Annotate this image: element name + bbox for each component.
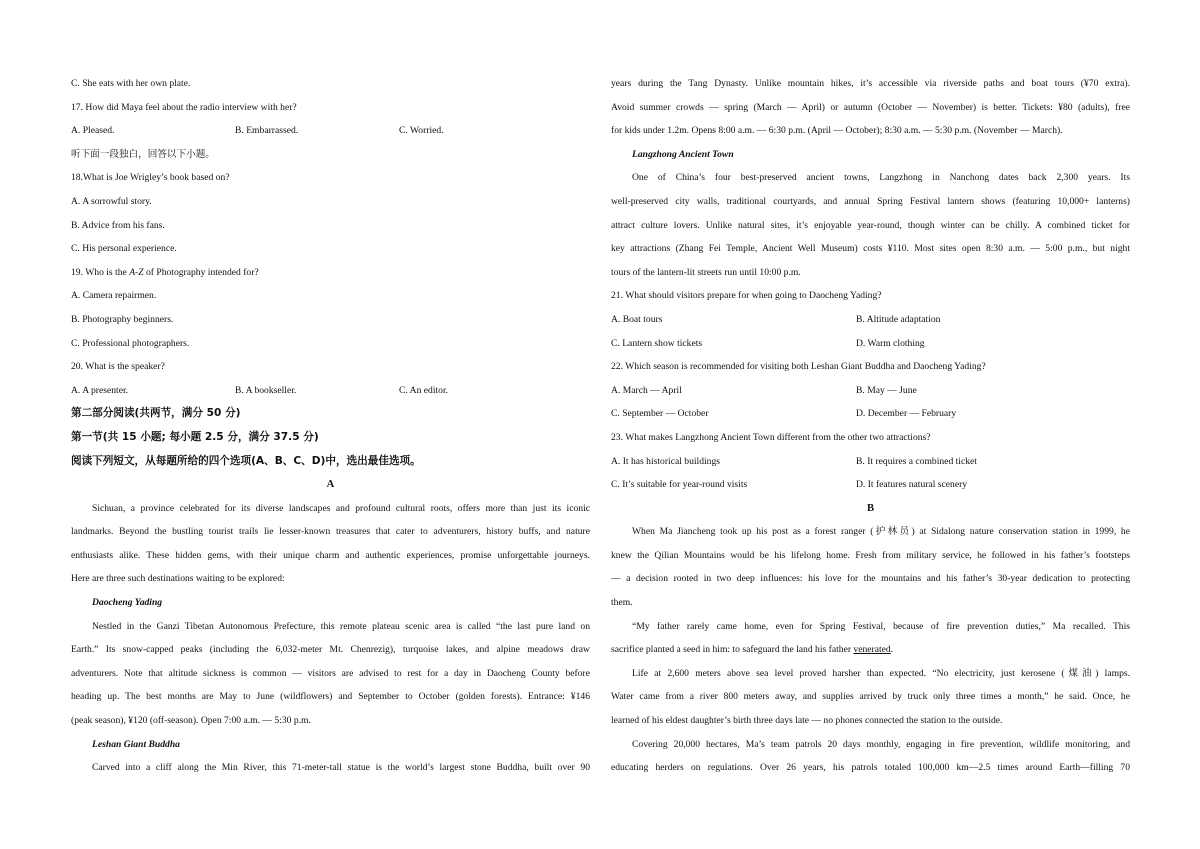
q23-option-d: D. It features natural scenery <box>856 479 968 491</box>
leshan-line: for kids under 1.2m. Opens 8:00 a.m. — 6:30 p.m. (April — October); 8:30 a.m. — 5:30 p.m. (November — March). <box>611 125 1063 137</box>
question-23: 23. What makes Langzhong Ancient Town different from the other two attractions? <box>611 431 931 443</box>
daocheng-line: Earth.” Its snow-capped peaks (including the 6,032-meter Mt. Chenrezig), turquoise lakes, and alpine meadows draw <box>71 644 590 656</box>
intro-line: landmarks. Beyond the bustling tourist trails lie lesser-known treasures that cater to adventurers, history buffs, and nature <box>71 526 590 538</box>
passage-b-line: them. <box>611 597 633 609</box>
question-17: 17. How did Maya feel about the radio interview with her? <box>71 101 297 113</box>
q18-option-c: C. His personal experience. <box>71 243 177 255</box>
q20-option-b: B. A bookseller. <box>235 384 297 396</box>
question-20: 20. What is the speaker? <box>71 361 165 373</box>
q22-option-a: A. March — April <box>611 384 682 396</box>
question-21: 21. What should visitors prepare for when going to Daocheng Yading? <box>611 290 882 302</box>
langzhong-line: key attractions (Zhang Fei Temple, Ancient Well Museum) costs ¥110. Most sites open 8:30 a.m. — 5:00 p.m., but night <box>611 243 1130 255</box>
q23-option-a: A. It has historical buildings <box>611 455 720 467</box>
q22-options-row <box>611 402 1130 426</box>
q22-option-c: C. September — October <box>611 408 709 420</box>
q21-options-row <box>611 332 1130 356</box>
q23-options-row <box>611 473 1130 497</box>
daocheng-line: Nestled in the Ganzi Tibetan Autonomous Prefecture, this remote plateau scenic area is called “the last pure land on <box>92 620 590 632</box>
passage-b-line: knew the Qilian Mountains would be his lifelong home. Fresh from military service, he followed in his father’s footsteps <box>611 549 1130 561</box>
langzhong-line: well-preserved city walls, traditional courtyards, and annual Spring Festival lantern shows (featuring 10,000+ lanterns) <box>611 195 1130 207</box>
q19-option-a: A. Camera repairmen. <box>71 290 157 302</box>
langzhong-line: tours of the lantern-lit streets run until 10:00 p.m. <box>611 266 801 278</box>
question-19: 19. Who is the A-Z of Photography intended for? <box>71 266 259 278</box>
leshan-title: Leshan Giant Buddha <box>92 738 180 750</box>
q20-option-a: A. A presenter. <box>71 384 129 396</box>
passage-b-label: B <box>866 502 875 514</box>
q18-option-a: A. A sorrowful story. <box>71 195 152 207</box>
passage-a-label: A <box>326 479 335 491</box>
listening-instruction: 听下面一段独白，回答以下小题。 <box>71 148 215 160</box>
passage-b-line: educating herders on regulations. Over 26 years, his patrols totaled 100,000 km—2.5 times around Earth—filling 70 <box>611 762 1130 774</box>
q23-option-b: B. It requires a combined ticket <box>856 455 977 467</box>
q22-options-row <box>611 379 1130 403</box>
q23-options-row <box>611 450 1130 474</box>
q22-option-b: B. May — June <box>856 384 917 396</box>
daocheng-line: heading up. The best months are May to June (wildflowers) and September to October (golden forests). Entrance: ¥146 <box>71 691 590 703</box>
leshan-line: Carved into a cliff along the Min River, this 71-meter-tall statue is the world’s largest stone Buddha, built over 90 <box>92 762 590 774</box>
q20-options <box>71 379 590 403</box>
langzhong-title: Langzhong Ancient Town <box>632 148 734 160</box>
q21-option-c: C. Lantern show tickets <box>611 337 703 349</box>
passage-b-line: learned of his eldest daughter’s birth three days late — no phones connected the station to the outside. <box>611 715 1003 727</box>
question-22: 22. Which season is recommended for visiting both Leshan Giant Buddha and Daocheng Yading? <box>611 361 986 373</box>
q16-option-c: C. She eats with her own plate. <box>71 78 191 89</box>
passage-b-line: sacrifice planted a seed in him: to safeguard the land his father venerated. <box>611 644 894 656</box>
intro-line: Here are three such destinations waiting to be explored: <box>71 573 285 585</box>
leshan-line: Avoid summer crowds — spring (March — April) or autumn (October — November) is better. Tickets: ¥80 (adults), free <box>611 101 1130 113</box>
q17-option-b: B. Embarrassed. <box>235 125 299 137</box>
q21-option-a: A. Boat tours <box>611 313 663 325</box>
q17-option-a: A. Pleased. <box>71 125 115 137</box>
q19-option-c: C. Professional photographers. <box>71 337 190 349</box>
passage-b-line: Life at 2,600 meters above sea level proved harsher than expected. “No electricity, just kerosene (煤油) lamps. <box>632 667 1130 679</box>
langzhong-line: attract culture lovers. Unlike natural sites, it’s enjoyable year-round, though winter can be chilly. A combined ticket for <box>611 219 1130 231</box>
daocheng-title: Daocheng Yading <box>92 597 163 609</box>
q17-option-c: C. Worried. <box>399 125 444 137</box>
q21-option-d: D. Warm clothing <box>856 337 925 349</box>
q20-option-c: C. An editor. <box>399 384 449 396</box>
left-column <box>71 72 590 780</box>
q18-option-b: B. Advice from his fans. <box>71 219 165 231</box>
q22-option-d: D. December — February <box>856 408 957 420</box>
passage-b-line: When Ma Jiancheng took up his post as a forest ranger (护林员) at Sidalong nature conservation station in 1999, he <box>632 526 1130 538</box>
underlined-word: venerated <box>853 644 891 656</box>
question-18: 18.What is Joe Wrigley’s book based on? <box>71 172 230 184</box>
passage-b-line: Covering 20,000 hectares, Ma’s team patrols 20 days monthly, engaging in fire prevention, wildlife monitoring, and <box>632 738 1130 750</box>
leshan-line: years during the Tang Dynasty. Unlike mountain hikes, it’s accessible via riverside paths and boat tours (¥70 extra). <box>611 78 1130 89</box>
passage-b-line: — a decision rooted in two deep influences: his love for the mountains and his father’s 30-year dedication to protecting <box>611 573 1130 585</box>
q17-options <box>71 119 590 143</box>
daocheng-line: adventurers. Note that altitude sickness is common — visitors are advised to rest for a day in Daocheng County before <box>71 667 590 679</box>
reading-instruction: 阅读下列短文，从每题所给的四个选项(A、B、C、D)中，选出最佳选项。 <box>71 454 421 467</box>
passage-b-line: “My father rarely came home, even for Spring Festival, because of fire prevention duties,” Ma recalled. This <box>632 620 1130 632</box>
daocheng-line: (peak season), ¥120 (off-season). Open 7:00 a.m. — 5:30 p.m. <box>71 715 311 727</box>
q23-option-c: C. It’s suitable for year-round visits <box>611 479 748 491</box>
intro-line: enthusiasts alike. These hidden gems, with their unique charm and authentic experiences, promise unforgettable journeys. <box>71 549 590 561</box>
right-column <box>611 72 1130 780</box>
langzhong-line: One of China’s four best-preserved ancient towns, Langzhong in Nanchong dates back 2,300 years. Its <box>632 172 1130 184</box>
q19-option-b: B. Photography beginners. <box>71 313 174 325</box>
q21-option-b: B. Altitude adaptation <box>856 313 941 325</box>
passage-b-line: Water came from a river 800 meters away, and supplies arrived by truck only three times a month,” he said. Once, he <box>611 691 1130 703</box>
part-two-heading: 第二部分阅读(共两节，满分 50 分) <box>71 407 241 420</box>
section-one-heading: 第一节(共 15 小题; 每小题 2.5 分，满分 37.5 分) <box>71 430 319 443</box>
intro-line: Sichuan, a province celebrated for its diverse landscapes and profound cultural roots, offers more than just its iconic <box>92 502 590 514</box>
q21-options-row <box>611 308 1130 332</box>
